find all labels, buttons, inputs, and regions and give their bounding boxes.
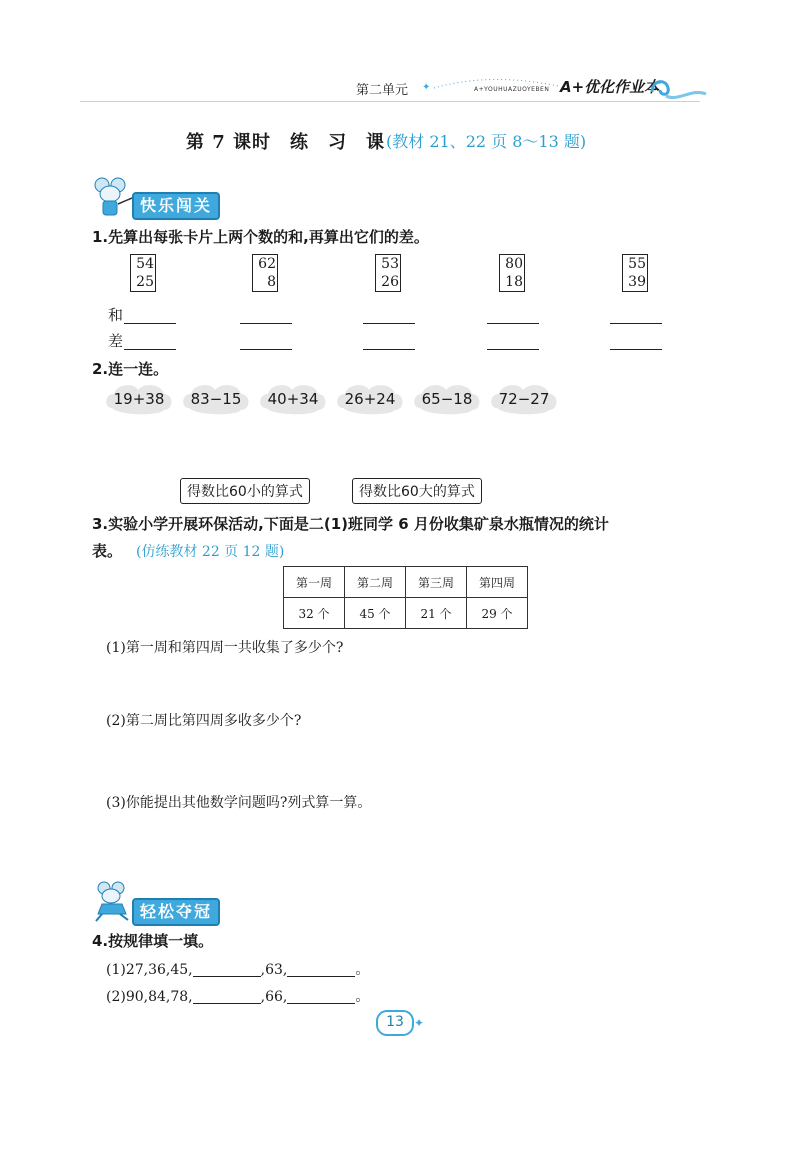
sequence-row-2: (2)90,84,78, ,66, 。 [106, 989, 370, 1005]
number-card: 53 26 [375, 254, 401, 292]
sum-answer-line[interactable] [240, 323, 292, 324]
page-number: 13 [376, 1010, 414, 1036]
expression-cloud[interactable] [412, 382, 482, 420]
question-3-title: 3.实验小学开展环保活动,下面是二(1)班同学 6 月份收集矿泉水瓶情况的统计 [92, 515, 609, 533]
table-cell: 45 个 [345, 598, 406, 629]
question-3-title-cont: 表。 [92, 542, 123, 560]
brand-logo: A+优化作业本 [560, 78, 660, 96]
sub-question-3: (3)你能提出其他数学问题吗?列式算一算。 [106, 795, 372, 811]
number-card: 62 8 [252, 254, 278, 292]
target-box-less-than-60[interactable]: 得数比60小的算式 [180, 478, 310, 504]
mouse-mascot-icon [92, 176, 134, 218]
target-box-more-than-60[interactable]: 得数比60大的算式 [352, 478, 482, 504]
expression-text: 83−15 [190, 390, 242, 408]
number-card: 54 25 [130, 254, 156, 292]
difference-answer-line[interactable] [124, 349, 176, 350]
expression-text: 40+34 [267, 390, 319, 408]
table-header-cell: 第一周 [284, 567, 345, 598]
sum-label: 和 [108, 306, 124, 324]
expression-cloud[interactable] [335, 382, 405, 420]
expression-cloud[interactable] [489, 382, 559, 420]
expression-cloud[interactable] [181, 382, 251, 420]
question-4-title: 4.按规律填一填。 [92, 932, 214, 950]
difference-answer-line[interactable] [363, 349, 415, 350]
expression-text: 26+24 [344, 390, 396, 408]
sum-answer-line[interactable] [610, 323, 662, 324]
difference-answer-line[interactable] [487, 349, 539, 350]
table-header-cell: 第二周 [345, 567, 406, 598]
number-card: 55 39 [622, 254, 648, 292]
lesson-title: 第 7 课时 练 习 课 [186, 132, 386, 153]
table-cell: 29 个 [467, 598, 528, 629]
sequence-row-1: (1)27,36,45, ,63, 。 [106, 962, 370, 978]
svg-text:✦: ✦ [422, 82, 431, 93]
series-subtitle: A+YOUHUAZUOYEBEN [474, 86, 550, 93]
question-2-title: 2.连一连。 [92, 360, 169, 378]
sub-question-2: (2)第二周比第四周多收多少个? [106, 713, 302, 729]
question-3-note: (仿练教材 22 页 12 题) [136, 544, 285, 560]
table-header-cell: 第四周 [467, 567, 528, 598]
lesson-note: (教材 21、22 页 8～13 题) [386, 132, 587, 151]
fill-blank[interactable] [193, 989, 261, 1004]
table-row [284, 598, 528, 629]
table-header-cell: 第三周 [406, 567, 467, 598]
expression-cloud[interactable] [258, 382, 328, 420]
sum-answer-line[interactable] [124, 323, 176, 324]
section-banner-quick: 快乐闯关 [132, 192, 220, 220]
expression-cloud[interactable] [104, 382, 174, 420]
question-1-title: 1.先算出每张卡片上两个数的和,再算出它们的差。 [92, 228, 429, 246]
statistics-table [283, 566, 528, 629]
fill-blank[interactable] [193, 962, 261, 977]
header-rule [80, 101, 700, 102]
expression-text: 72−27 [498, 390, 550, 408]
difference-answer-line[interactable] [240, 349, 292, 350]
fill-blank[interactable] [287, 962, 355, 977]
sub-question-1: (1)第一周和第四周一共收集了多少个? [106, 640, 344, 656]
number-card: 80 18 [499, 254, 525, 292]
fill-blank[interactable] [287, 989, 355, 1004]
running-mouse-mascot-icon [92, 880, 134, 922]
unit-label: 第二单元 [356, 83, 409, 98]
wave-logo-icon [648, 74, 708, 104]
table-cell: 21 个 [406, 598, 467, 629]
section-banner-easy: 轻松夺冠 [132, 898, 220, 926]
expression-text: 19+38 [113, 390, 165, 408]
star-icon: ✦ [414, 1016, 425, 1030]
sum-answer-line[interactable] [363, 323, 415, 324]
sum-answer-line[interactable] [487, 323, 539, 324]
difference-answer-line[interactable] [610, 349, 662, 350]
expression-text: 65−18 [421, 390, 473, 408]
table-header-row [284, 567, 528, 598]
difference-label: 差 [108, 332, 124, 350]
table-cell: 32 个 [284, 598, 345, 629]
